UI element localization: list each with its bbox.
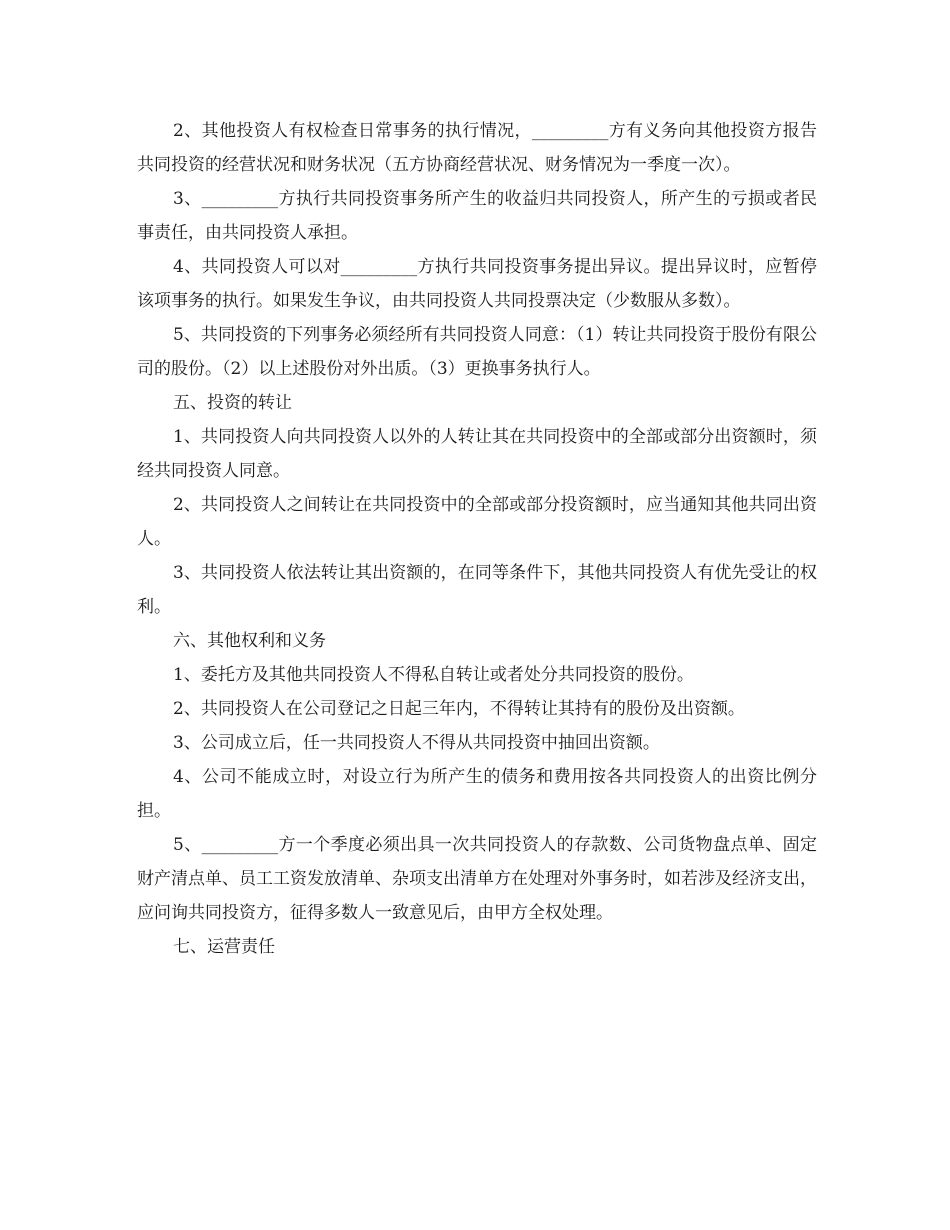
clause-6-5: 5、_________方一个季度必须出具一次共同投资人的存款数、公司货物盘点单、固定财产清点单、员工工资发放清单、杂项支出清单方在处理对外事务时，如若涉及经济支出，应问询共同投资方，征得多数人一致意见后，由甲方全权处理。 <box>137 835 817 923</box>
clause-6-3: 3、公司成立后，任一共同投资人不得从共同投资中抽回出资额。 <box>173 733 660 753</box>
clause-4-5: 5、共同投资的下列事务必须经所有共同投资人同意：（1）转让共同投资于股份有限公司的股份。（2）以上述股份对外出质。（3）更换事务执行人。 <box>137 325 817 379</box>
section-heading-5: 五、投资的转让 <box>173 393 292 413</box>
clause-5-2: 2、共同投资人之间转让在共同投资中的全部或部分投资额时，应当通知其他共同出资人。 <box>137 495 817 549</box>
clause-5-3: 3、共同投资人依法转让其出资额的，在同等条件下，其他共同投资人有优先受让的权利。 <box>137 563 817 617</box>
document-body <box>137 114 817 964</box>
clause-6-4: 4、公司不能成立时，对设立行为所产生的债务和费用按各共同投资人的出资比例分担。 <box>137 767 817 821</box>
clause-6-2: 2、共同投资人在公司登记之日起三年内，不得转让其持有的股份及出资额。 <box>173 699 745 719</box>
section-heading-7: 七、运营责任 <box>173 937 275 957</box>
clause-4-4: 4、共同投资人可以对_________方执行共同投资事务提出异议。提出异议时，应暂停该项事务的执行。如果发生争议，由共同投资人共同投票决定（少数服从多数）。 <box>137 257 817 311</box>
clause-6-1: 1、委托方及其他共同投资人不得私自转让或者处分共同投资的股份。 <box>173 665 694 685</box>
clause-5-1: 1、共同投资人向共同投资人以外的人转让其在共同投资中的全部或部分出资额时，须经共同投资人同意。 <box>137 427 817 481</box>
clause-4-2: 2、其他投资人有权检查日常事务的执行情况，_________方有义务向其他投资方报告共同投资的经营状况和财务状况（五方协商经营状况、财务情况为一季度一次）。 <box>137 121 817 175</box>
clause-4-3: 3、_________方执行共同投资事务所产生的收益归共同投资人，所产生的亏损或者民事责任，由共同投资人承担。 <box>137 189 817 243</box>
section-heading-6: 六、其他权利和义务 <box>173 631 326 651</box>
